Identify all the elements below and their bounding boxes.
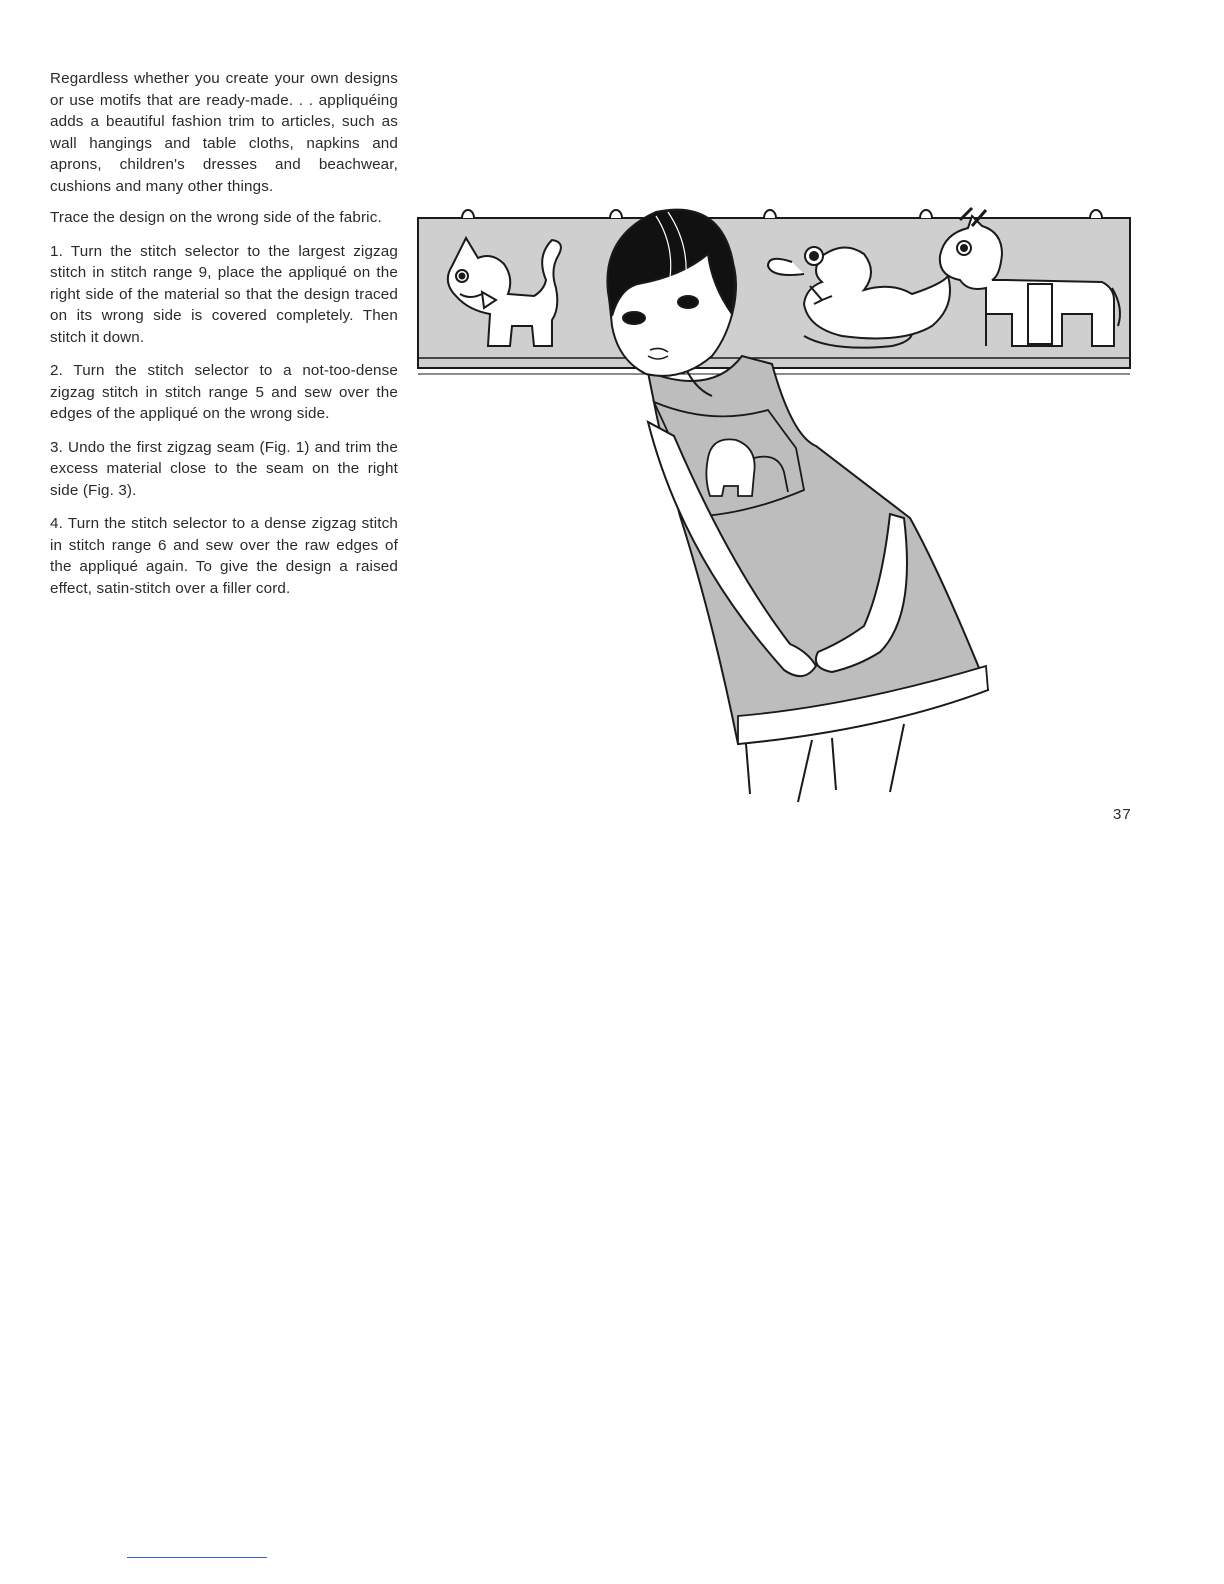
instructions-column (50, 68, 398, 611)
step-2-paragraph: 2. Turn the stitch selector to a not-too-dense zigzag stitch in stitch range 5 and sew over the edges of the appliqué on the wrong side. (50, 362, 398, 422)
girl-applique-illustration (412, 196, 1136, 804)
page-number: 37 (1113, 806, 1132, 823)
step-4-paragraph: 4. Turn the stitch selector to a dense zigzag stitch in stitch range 6 and sew over the raw edges of the appliqué again. To give the design a raised effect, satin-stitch over a filler cord. (50, 515, 398, 597)
intro-paragraph: Regardless whether you create your own designs or use motifs that are ready-made. . . appliquéing adds a beautiful fashion trim to articles, such as wall hangings and table cloths, napkins and aprons, children's dresses and beachwear, cushions and many other things. (50, 70, 398, 195)
step-3-paragraph: 3. Undo the first zigzag seam (Fig. 1) and trim the excess material close to the seam on the right side (Fig. 3). (50, 438, 398, 499)
step-1-paragraph: 1. Turn the stitch selector to the largest zigzag stitch in stitch range 9, place the appliqué on the right side of the material so that the design traced on its wrong side is covered completely. Then stitch it down. (50, 242, 398, 346)
trace-paragraph: Trace the design on the wrong side of the fabric. (50, 209, 382, 226)
footer-rule (127, 1557, 267, 1558)
